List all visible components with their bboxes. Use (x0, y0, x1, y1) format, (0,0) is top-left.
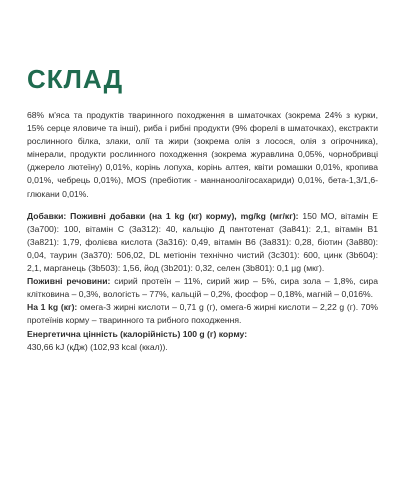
per-kg-label: На 1 kg (кг): (27, 302, 78, 313)
energy-section (27, 328, 378, 354)
page-title: СКЛАД (27, 64, 124, 94)
nutrients-text: сирий протеїн – 11%, сирий жир – 5%, сира зола – 1,8%, сира клітковина – 0,3%, вологість – 77%, кальцій – 0,2%, фосфор – 0,18%, магній – 0,016%. (27, 276, 378, 300)
nutrients-section (27, 275, 378, 301)
additives-section (27, 210, 378, 275)
additives-label: Добавки: Поживні добавки (на 1 kg (кг) корму), mg/kg (мг/кг): (27, 210, 299, 221)
composition-text: 68% м'яса та продуктів тваринного походження в шматочках (зокрема 24% з курки, 15% серце яловиче та інші), риба і рибні продукти (9% форелі в шматочках), екстракти рослинного білка, злаки, олії та жири (зокрема олія з лосося, олія з огірочника), мінерали, продукти рослинного походження (зокрема журавлина 0,05%, чорнобривці (джерело лютеїну) 0,01%, корінь лопуха, корінь алтея, квіти ромашки 0,01%, кропива 0,01%, чебрець 0,01%), MOS (пребіотик - маннаноолігосахариди) 0,01%, бета-1,3/1,6-глюкани 0,01%. (27, 110, 378, 199)
energy-label: Енергетична цінність (калорійність) 100 g (г) корму: (27, 328, 248, 339)
per-kg-section (27, 301, 378, 327)
per-kg-text: омега-3 жирні кислоти – 0,71 g (г), омега-6 жирні кислоти – 2,22 g (г). 70% протеїнів корму – тваринного та рибного походження. (27, 302, 378, 326)
energy-text: 430,66 kJ (кДж) (102,93 kcal (ккал)). (27, 341, 168, 352)
additives-text: 150 МО, вітамін Е (3а700): 100, вітамін С (3а312): 40, кальцію Д пантотенат (3а841): 2,1, вітамін В1 (3а821): 1,79, фолієва кислота (3а316): 0,49, вітамін В6 (3а831): 0,28, біотин (3а880): 0,04, таурин (3а370): 506,02, DL метіонін технічно чистий (3с301): 600, цинк (3b604): 2,1, марганець (3b503): 1,56, йод (3b201): 0,32, селен (3b801): 0,1 µg (мкг). (27, 210, 378, 274)
nutrients-label: Поживні речовини: (27, 276, 111, 287)
